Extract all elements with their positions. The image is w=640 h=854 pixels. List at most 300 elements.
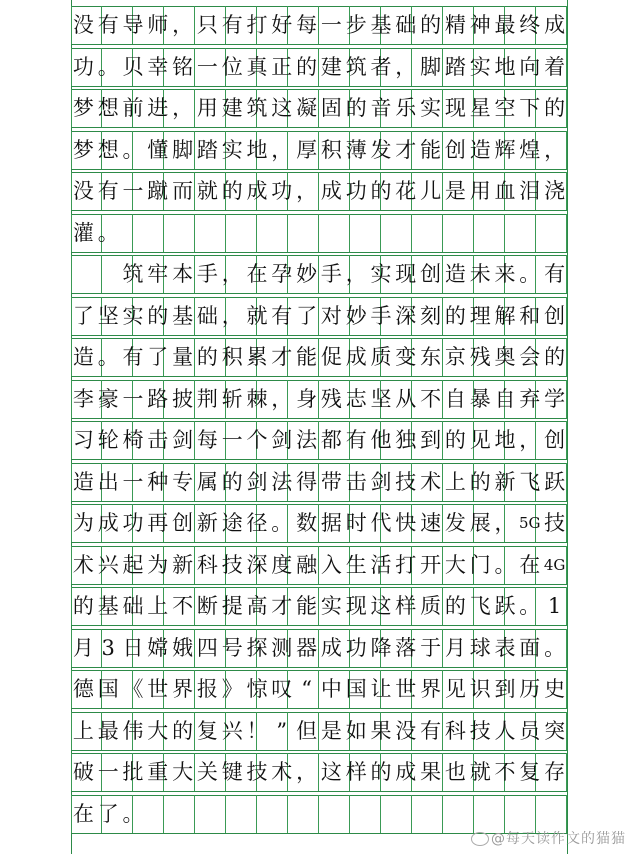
grid-character: 每 [296, 13, 318, 37]
grid-rule [71, 750, 567, 751]
grid-character: 创 [544, 304, 566, 328]
grid-character: 展 [469, 511, 491, 535]
grid-row [71, 712, 567, 750]
grid-row [71, 629, 567, 667]
grid-character: 。 [122, 138, 144, 162]
grid-character: 梦 [72, 138, 94, 162]
grid-character: 实 [420, 96, 442, 120]
grid-character: 大 [147, 719, 169, 743]
grid-character: 破 [72, 760, 94, 784]
grid-character: 路 [147, 387, 169, 411]
grid-character: 筑 [122, 262, 144, 286]
grid-character [71, 255, 96, 293]
grid-character: 了 [147, 345, 169, 369]
grid-character: 好 [271, 13, 293, 37]
grid-character: 识 [469, 677, 491, 701]
grid-rule [71, 418, 567, 419]
grid-cell [474, 214, 505, 252]
grid-character: 德 [72, 677, 94, 701]
grid-character: 飞 [469, 594, 491, 618]
grid-character: 的 [172, 719, 194, 743]
grid-cell [381, 795, 412, 833]
grid-character: 突 [544, 719, 566, 743]
grid-character: 蹴 [147, 179, 169, 203]
grid-character: 来 [494, 262, 516, 286]
grid-character: 的 [544, 345, 566, 369]
grid-character: 会 [519, 345, 541, 369]
grid-character: 只 [196, 13, 218, 37]
grid-character: 儿 [420, 179, 442, 203]
grid-character: 踏 [444, 55, 466, 79]
grid-character: 牢 [147, 262, 169, 286]
grid-character: 见 [444, 677, 466, 701]
grid-character: 对 [320, 304, 342, 328]
grid-character: 创 [444, 138, 466, 162]
grid-character: “ [301, 677, 312, 701]
grid-character: 暴 [469, 387, 491, 411]
grid-character: 进 [147, 96, 169, 120]
grid-character: 技 [469, 719, 491, 743]
grid-character: 不 [172, 594, 194, 618]
grid-character: 为 [147, 553, 169, 577]
grid-character: 剑 [370, 470, 392, 494]
grid-cell [133, 214, 164, 252]
grid-character: 基 [172, 304, 194, 328]
grid-character: 质 [420, 594, 442, 618]
grid-character: 深 [395, 304, 417, 328]
grid-character: 界 [172, 677, 194, 701]
grid-character: 。 [519, 594, 541, 618]
grid-character: 带 [320, 470, 342, 494]
grid-character: 成 [395, 760, 417, 784]
grid-row [71, 504, 567, 542]
grid-cell [350, 214, 381, 252]
grid-character: 有 [221, 13, 243, 37]
grid-character: 史 [544, 677, 566, 701]
grid-character: 一 [122, 470, 144, 494]
grid-character: 成 [320, 179, 342, 203]
grid-rule [71, 169, 567, 170]
grid-character: 大 [172, 760, 194, 784]
grid-character: 星 [469, 96, 491, 120]
grid-character: 4G [543, 556, 566, 574]
grid-character: 再 [147, 511, 169, 535]
grid-character: 浇 [544, 179, 566, 203]
grid-character: 想 [97, 138, 119, 162]
grid-cell [412, 795, 443, 833]
grid-character: 解 [494, 304, 516, 328]
grid-character: 孕 [271, 262, 293, 286]
grid-character: 法 [271, 470, 293, 494]
grid-character: 员 [519, 719, 541, 743]
grid-character: 果 [420, 760, 442, 784]
grid-character: 向 [519, 55, 541, 79]
grid-character: 上 [444, 470, 466, 494]
grid-cell [319, 795, 350, 833]
grid-character: 位 [221, 55, 243, 79]
grid-character: 未 [469, 262, 491, 286]
grid-character: 在 [519, 553, 541, 577]
grid-character: 自 [494, 387, 516, 411]
grid-character: 有 [122, 345, 144, 369]
grid-character: 于 [420, 636, 442, 660]
grid-cell [443, 214, 474, 252]
grid-character: 实 [122, 304, 144, 328]
grid-character: 成 [246, 179, 268, 203]
grid-character: 度 [271, 553, 293, 577]
grid-character: 地 [246, 138, 268, 162]
grid-character: 嫦 [147, 636, 169, 660]
grid-cell [164, 795, 195, 833]
grid-character: 没 [395, 719, 417, 743]
grid-character: 东 [420, 345, 442, 369]
grid-row [71, 48, 567, 86]
grid-character: 手 [196, 262, 218, 286]
grid-character: 用 [469, 179, 491, 203]
grid-character: 高 [246, 594, 268, 618]
grid-cell [536, 214, 567, 252]
grid-character: 新 [172, 553, 194, 577]
grid-character: 造 [72, 470, 94, 494]
grid-character: ， [296, 179, 318, 203]
grid-character: 。 [122, 802, 144, 826]
grid-character: 速 [420, 511, 442, 535]
grid-character: 的 [345, 96, 367, 120]
grid-character: 据 [320, 511, 342, 535]
grid-character: 科 [444, 719, 466, 743]
grid-character: 。 [494, 553, 516, 577]
grid-cell [257, 214, 288, 252]
grid-character: 关 [196, 760, 218, 784]
grid-character: 成 [544, 13, 566, 37]
grid-character: 5G [519, 514, 541, 532]
grid-row [71, 753, 567, 791]
grid-character: 径 [246, 511, 268, 535]
grid-character: 在 [72, 802, 94, 826]
grid-row [71, 463, 567, 501]
grid-character: 实 [469, 55, 491, 79]
grid-character: 开 [420, 553, 442, 577]
grid-character: 荆 [196, 387, 218, 411]
grid-character: 有 [271, 304, 293, 328]
grid-character: 实 [370, 262, 392, 286]
grid-character: 如 [345, 719, 367, 743]
page-border-line [567, 0, 568, 854]
grid-character: 才 [395, 138, 417, 162]
grid-character: ， [221, 262, 243, 286]
grid-character: 国 [97, 677, 119, 701]
grid-row [71, 670, 567, 708]
grid-character: 妙 [296, 262, 318, 286]
grid-character: 器 [296, 636, 318, 660]
grid-character: 功 [345, 179, 367, 203]
grid-character: 复 [519, 760, 541, 784]
grid-character: 没 [72, 179, 94, 203]
grid-character: 地 [494, 55, 516, 79]
grid-character: 门 [469, 553, 491, 577]
grid-character: 新 [494, 470, 516, 494]
grid-character: 真 [246, 55, 268, 79]
grid-character: 妙 [345, 304, 367, 328]
grid-character: ， [271, 138, 293, 162]
grid-character: 的 [444, 304, 466, 328]
grid-character: 量 [172, 345, 194, 369]
grid-character: 残 [320, 387, 342, 411]
grid-character: 打 [395, 553, 417, 577]
grid-character: 。 [97, 55, 119, 79]
grid-character: 落 [395, 636, 417, 660]
grid-character: 成 [320, 636, 342, 660]
grid-character: 础 [196, 304, 218, 328]
grid-character: 梦 [72, 96, 94, 120]
grid-character: 有 [97, 13, 119, 37]
grid-character: 自 [444, 387, 466, 411]
grid-character: 。 [544, 636, 566, 660]
grid-character: 功 [122, 511, 144, 535]
grid-character: 这 [271, 96, 293, 120]
grid-rule [71, 459, 567, 460]
grid-cell [164, 214, 195, 252]
grid-character: ， [519, 428, 541, 452]
grid-character: 基 [370, 13, 392, 37]
grid-character: 的 [72, 594, 94, 618]
grid-character: 一 [196, 55, 218, 79]
grid-character: 造 [72, 345, 94, 369]
grid-character: 前 [122, 96, 144, 120]
grid-cell [350, 795, 381, 833]
grid-character: 复 [196, 719, 218, 743]
grid-cell [288, 214, 319, 252]
grid-cell [226, 795, 257, 833]
grid-character: 椅 [122, 428, 144, 452]
grid-character: 但 [296, 719, 318, 743]
grid-character: 下 [519, 96, 541, 120]
grid-character: 上 [147, 594, 169, 618]
grid-character: 中 [320, 677, 342, 701]
grid-character: 音 [370, 96, 392, 120]
grid-character: 起 [122, 553, 144, 577]
grid-character: 3 [101, 636, 115, 660]
grid-character: 技 [395, 470, 417, 494]
grid-character: 空 [494, 96, 516, 120]
grid-character: 就 [196, 179, 218, 203]
grid-character: 累 [246, 345, 268, 369]
grid-character: 。 [271, 511, 293, 535]
grid-character: 得 [296, 470, 318, 494]
grid-character: 快 [395, 511, 417, 535]
grid-character: 有 [345, 428, 367, 452]
weibo-watermark [471, 828, 626, 848]
grid-character: 飞 [519, 470, 541, 494]
grid-character: 功 [345, 636, 367, 660]
grid-character: 人 [494, 719, 516, 743]
grid-character: 才 [271, 345, 293, 369]
grid-row [71, 172, 567, 210]
grid-character: 贝 [122, 55, 144, 79]
grid-character: 。 [97, 221, 119, 245]
grid-character: 击 [345, 470, 367, 494]
grid-character: 泪 [519, 179, 541, 203]
grid-character: 历 [519, 677, 541, 701]
grid-character: 重 [147, 760, 169, 784]
grid-character: 是 [444, 179, 466, 203]
grid-character: 到 [494, 677, 516, 701]
grid-character: 在 [246, 262, 268, 286]
grid-character: 一 [97, 760, 119, 784]
grid-character: 世 [147, 677, 169, 701]
grid-cell [412, 214, 443, 252]
grid-character: 属 [196, 470, 218, 494]
grid-character: 。 [519, 262, 541, 286]
grid-rule [71, 127, 567, 128]
grid-character: 的 [296, 55, 318, 79]
grid-character: 的 [420, 13, 442, 37]
grid-character: 上 [72, 719, 94, 743]
grid-character: 着 [544, 55, 566, 79]
grid-character: 残 [469, 345, 491, 369]
grid-character: 果 [370, 719, 392, 743]
grid-cell [443, 795, 474, 833]
grid-row [71, 338, 567, 376]
grid-character: 实 [320, 594, 342, 618]
grid-character: 的 [147, 304, 169, 328]
grid-character: 键 [221, 760, 243, 784]
grid-rule [71, 252, 567, 253]
grid-character: 这 [320, 760, 342, 784]
grid-character: 技 [246, 760, 268, 784]
grid-character: 现 [395, 262, 417, 286]
grid-character: 斩 [221, 387, 243, 411]
grid-character: 披 [172, 387, 194, 411]
grid-character: 样 [345, 760, 367, 784]
grid-character: 融 [296, 553, 318, 577]
grid-character: 建 [221, 96, 243, 120]
grid-character: 乐 [395, 96, 417, 120]
grid-character: 理 [469, 304, 491, 328]
grid-rule [71, 376, 567, 377]
grid-character: 成 [97, 511, 119, 535]
grid-character: 的 [221, 470, 243, 494]
grid-character: 个 [246, 428, 268, 452]
grid-rule [71, 667, 567, 668]
grid-character: 剑 [271, 428, 293, 452]
grid-character: 技 [544, 511, 566, 535]
grid-character: 实 [221, 138, 243, 162]
grid-character: 的 [221, 179, 243, 203]
grid-character: 薄 [345, 138, 367, 162]
grid-character: 每 [196, 428, 218, 452]
grid-rule [71, 335, 567, 336]
grid-character: 剑 [172, 428, 194, 452]
grid-rule [71, 542, 567, 543]
grid-character: 跃 [544, 470, 566, 494]
grid-character: 是 [320, 719, 342, 743]
grid-character: 促 [320, 345, 342, 369]
grid-character: 辉 [494, 138, 516, 162]
grid-character: 世 [395, 677, 417, 701]
grid-character: 积 [221, 345, 243, 369]
grid-character: 1 [547, 594, 562, 618]
grid-character: 础 [122, 594, 144, 618]
grid-character: 时 [345, 511, 367, 535]
grid-character: 测 [271, 636, 293, 660]
grid-character: 豪 [97, 387, 119, 411]
grid-character: 没 [72, 13, 94, 37]
grid-character: 探 [246, 636, 268, 660]
grid-character: 一 [122, 179, 144, 203]
grid-character: 棘 [246, 387, 268, 411]
grid-character: 的 [370, 179, 392, 203]
grid-rule [71, 210, 567, 211]
grid-character: 师 [147, 13, 169, 37]
grid-character: 筑 [345, 55, 367, 79]
grid-character: 能 [296, 345, 318, 369]
grid-character: 凝 [296, 96, 318, 120]
grid-character: 创 [420, 262, 442, 286]
grid-character: 的 [469, 470, 491, 494]
grid-character: 。 [97, 345, 119, 369]
grid-row [71, 380, 567, 418]
grid-character: 提 [221, 594, 243, 618]
grid-character: 最 [97, 719, 119, 743]
grid-character: 新 [196, 511, 218, 535]
grid-character: 奥 [494, 345, 516, 369]
grid-rule [71, 44, 567, 45]
grid-character: 》 [221, 677, 243, 701]
grid-character: 娥 [172, 636, 194, 660]
grid-character: 也 [444, 760, 466, 784]
grid-character: 一 [320, 13, 342, 37]
grid-character: 功 [271, 179, 293, 203]
grid-character: 能 [296, 594, 318, 618]
grid-character: 踏 [196, 138, 218, 162]
grid-row [71, 546, 567, 584]
grid-character: 了 [296, 304, 318, 328]
grid-row [71, 6, 567, 44]
grid-character: 都 [320, 428, 342, 452]
grid-character: 功 [72, 55, 94, 79]
grid-character: 手 [320, 262, 342, 286]
grid-character [96, 255, 121, 293]
grid-character: 煌 [519, 138, 541, 162]
grid-character: 精 [444, 13, 466, 37]
grid-character: 打 [246, 13, 268, 37]
grid-character: 科 [196, 553, 218, 577]
grid-character: 而 [172, 179, 194, 203]
grid-character: 想 [97, 96, 119, 120]
grid-character: 筑 [246, 96, 268, 120]
weibo-logo-icon [471, 832, 489, 846]
grid-character: 铭 [172, 55, 194, 79]
grid-character: ！ [246, 719, 268, 743]
grid-cell [288, 795, 319, 833]
grid-rule [71, 293, 567, 294]
grid-character: 弃 [519, 387, 541, 411]
grid-character: ， [172, 13, 194, 37]
grid-character: ， [271, 387, 293, 411]
grid-character: 建 [320, 55, 342, 79]
grid-character: 积 [320, 138, 342, 162]
grid-character: 深 [246, 553, 268, 577]
grid-character: 入 [320, 553, 342, 577]
grid-character: 的 [370, 760, 392, 784]
grid-character: 的 [444, 594, 466, 618]
grid-row [71, 587, 567, 625]
grid-cell [195, 795, 226, 833]
grid-character: ， [221, 304, 243, 328]
grid-character: 和 [519, 304, 541, 328]
grid-character: 导 [122, 13, 144, 37]
